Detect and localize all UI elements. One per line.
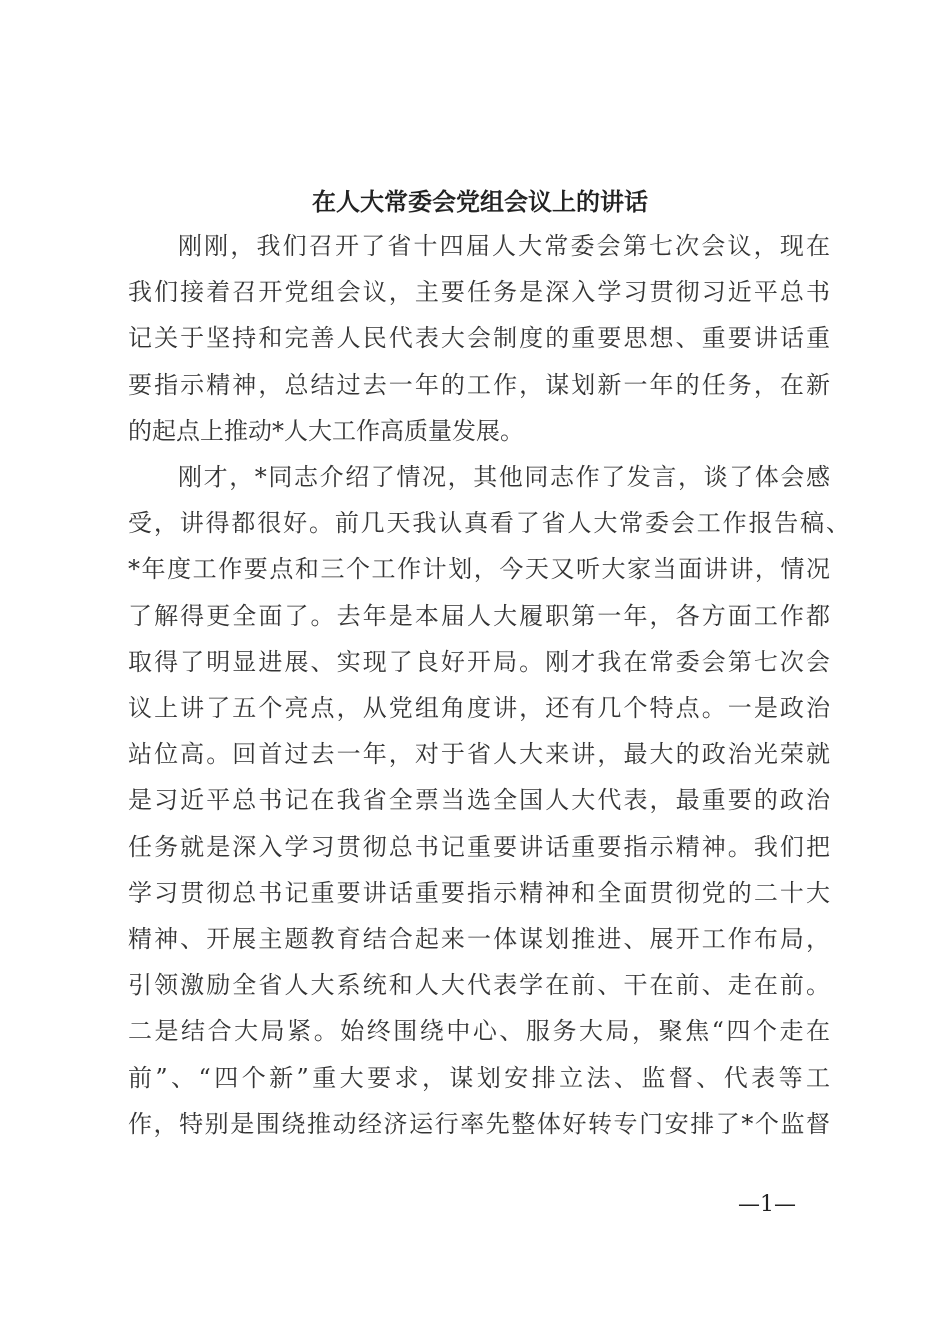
text-line: 引领激励全省人大系统和人大代表学在前、干在前、走在前。 xyxy=(128,971,830,1000)
text-line: 作，特别是围绕推动经济运行率先整体好转专门安排了*个监督 xyxy=(128,1109,830,1138)
text-line: *年度工作要点和三个工作计划，今天又听大家当面讲讲，情况 xyxy=(128,555,830,584)
page-number: —1— xyxy=(738,1192,796,1217)
text-line: 精神、开展主题教育结合起来一体谋划推进、展开工作布局， xyxy=(128,925,830,953)
text-line: 取得了明显进展、实现了良好开局。刚才我在常委会第七次会 xyxy=(128,647,830,676)
document-title: 在人大常委会党组会议上的讲话 xyxy=(312,187,648,216)
text-line: 前”、“四个新”重大要求，谋划安排立法、监督、代表等工 xyxy=(128,1063,830,1092)
text-line: 的起点上推动*人大工作高质量发展。 xyxy=(128,416,524,445)
text-line: 二是结合大局紧。始终围绕中心、服务大局，聚焦“四个走在 xyxy=(128,1017,830,1046)
text-line: 议上讲了五个亮点，从党组角度讲，还有几个特点。一是政治 xyxy=(128,694,830,722)
text-line: 学习贯彻总书记重要讲话重要指示精神和全面贯彻党的二十大 xyxy=(128,878,830,907)
text-line: 受，讲得都很好。前几天我认真看了省人大常委会工作报告稿、 xyxy=(128,509,850,538)
text-line: 站位高。回首过去一年，对于省人大来讲，最大的政治光荣就 xyxy=(128,740,830,769)
text-line: 刚刚，我们召开了省十四届人大常委会第七次会议，现在 xyxy=(178,232,830,260)
text-line: 是习近平总书记在我省全票当选全国人大代表，最重要的政治 xyxy=(128,786,830,815)
text-line: 我们接着召开党组会议，主要任务是深入学习贯彻习近平总书 xyxy=(128,278,830,307)
text-line: 刚才，*同志介绍了情况，其他同志作了发言，谈了体会感 xyxy=(178,463,830,491)
text-line: 记关于坚持和完善人民代表大会制度的重要思想、重要讲话重 xyxy=(128,324,830,353)
text-line: 要指示精神，总结过去一年的工作，谋划新一年的任务，在新 xyxy=(128,370,830,399)
text-line: 任务就是深入学习贯彻总书记重要讲话重要指示精神。我们把 xyxy=(128,832,830,861)
text-line: 了解得更全面了。去年是本届人大履职第一年，各方面工作都 xyxy=(128,601,830,630)
